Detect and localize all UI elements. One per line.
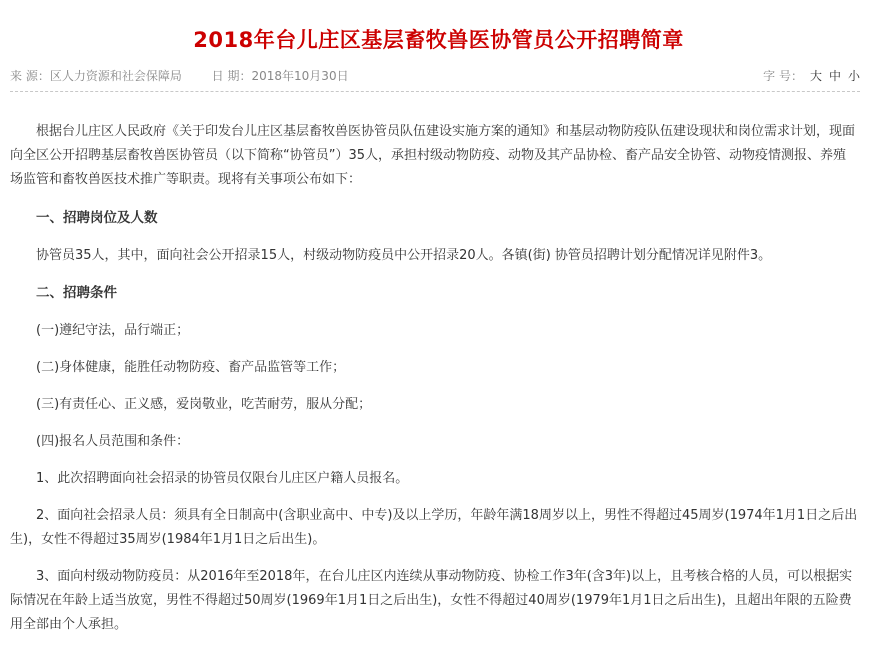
condition-2: (二)身体健康，能胜任动物防疫、畜产品监管等工作； <box>36 360 346 375</box>
date-value: 2018年10月30日 <box>251 69 349 83</box>
source-label: 来 源： <box>10 69 50 83</box>
section1-heading: 一、招聘岗位及人数 <box>36 210 158 226</box>
section1-paragraph: 协管员35人，其中，面向社会公开招录15人，村级动物防疫员中公开招录20人。各镇(街) 协管员招聘计划分配情况详见附件3。 <box>36 248 772 263</box>
condition-4: (四)报名人员范围和条件： <box>36 434 190 449</box>
intro-paragraph: 根据台儿庄区人民政府《关于印发台儿庄区基层畜牧兽医协管员队伍建设实施方案的通知》和基层动物防疫队伍建设现状和岗位需求计划，现面向全区公开招聘基层畜牧兽医协管员（以下简称“协管员”）35人，承担村级动物防疫、动物及其产品协检、畜产品安全协管、动物疫情测报、养殖场监管和畜牧兽医技术推广等职责。现将有关事项公布如下： <box>10 124 856 187</box>
requirement-3: 3、面向村级动物防疫员：从2016年至2018年，在台儿庄区内连续从事动物防疫、协检工作3年(含3年)以上，且考核合格的人员，可以根据实际情况在年龄上适当放宽，男性不得超过50周岁(1969年1月1日之后出生)，女性不得超过40周岁(1979年1月1日之后出生)，且超出年限的五险费用全部由个人承担。 <box>10 569 853 632</box>
meta-left <box>10 67 349 84</box>
requirement-2: 2、面向社会招录人员：须具有全日制高中(含职业高中、中专)及以上学历，年龄年满18周岁以上，男性不得超过45周岁(1974年1月1日之后出生)，女性不得超过35周岁(1984年1月1日之后出生)。 <box>10 508 858 547</box>
font-size-medium-button[interactable]: 中 <box>828 69 841 83</box>
article-body <box>10 120 858 637</box>
article-title: 2018年台儿庄区基层畜牧兽医协管员公开招聘简章 <box>193 28 684 52</box>
meta-divider <box>10 91 860 92</box>
condition-3: (三)有责任心、正义感，爱岗敬业，吃苦耐劳，服从分配； <box>36 397 372 412</box>
date-label: 日 期： <box>211 69 252 83</box>
font-size-large-button[interactable]: 大 <box>809 69 822 83</box>
font-size-small-button[interactable]: 小 <box>847 69 860 83</box>
source-value: 区人力资源和社会保障局 <box>49 69 182 83</box>
font-size-controls <box>763 67 860 84</box>
condition-1: (一)遵纪守法，品行端正； <box>36 323 190 338</box>
font-size-label: 字 号： <box>763 69 803 83</box>
article-meta <box>10 67 860 83</box>
section2-heading: 二、招聘条件 <box>36 285 117 301</box>
requirement-1: 1、此次招聘面向社会招录的协管员仅限台儿庄区户籍人员报名。 <box>36 471 409 486</box>
